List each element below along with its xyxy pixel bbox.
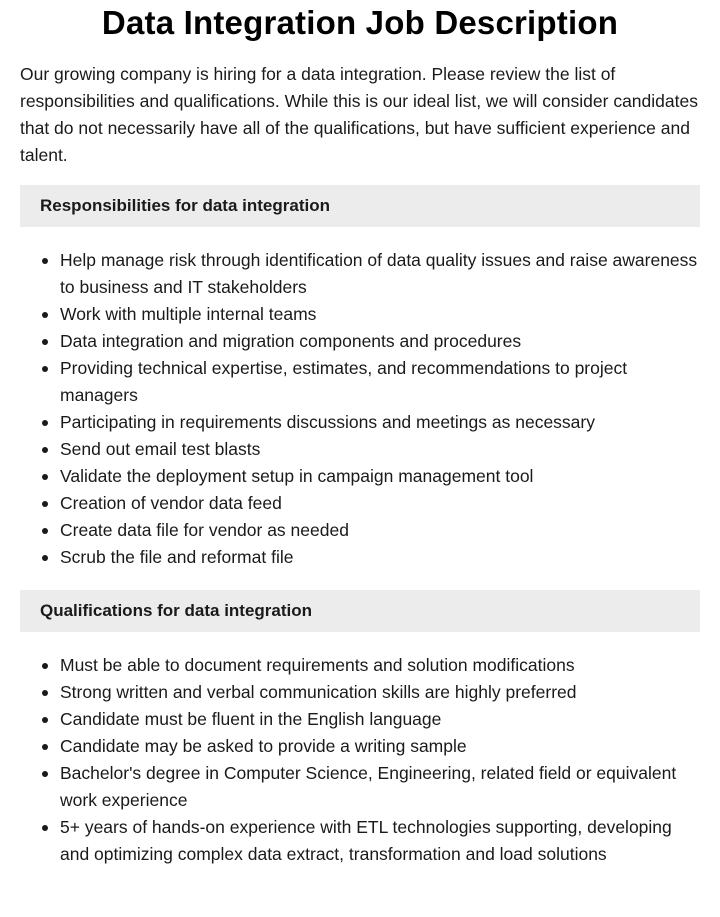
list-item: Send out email test blasts (60, 436, 700, 463)
list-item: Candidate may be asked to provide a writing sample (60, 733, 700, 760)
list-item: Validate the deployment setup in campaign management tool (60, 463, 700, 490)
list-item: Participating in requirements discussions and meetings as necessary (60, 409, 700, 436)
list-item: Data integration and migration components and procedures (60, 328, 700, 355)
responsibilities-list (20, 247, 700, 571)
qualifications-heading-label: Qualifications for data integration (40, 601, 313, 620)
qualifications-list (20, 652, 700, 868)
list-item: Must be able to document requirements and solution modifications (60, 652, 700, 679)
list-item: 5+ years of hands-on experience with ETL technologies supporting, developing and optimizing complex data extract, transformation and load solutions (60, 814, 700, 868)
list-item: Bachelor's degree in Computer Science, Engineering, related field or equivalent work experience (60, 760, 700, 814)
responsibilities-heading-label: Responsibilities for data integration (40, 196, 330, 215)
list-item: Candidate must be fluent in the English language (60, 706, 700, 733)
list-item: Work with multiple internal teams (60, 301, 700, 328)
responsibilities-heading (20, 185, 700, 227)
list-item: Help manage risk through identification of data quality issues and raise awareness to business and IT stakeholders (60, 247, 700, 301)
page-title: Data Integration Job Description (101, 4, 619, 41)
list-item: Create data file for vendor as needed (60, 517, 700, 544)
list-item: Creation of vendor data feed (60, 490, 700, 517)
intro-paragraph: Our growing company is hiring for a data integration. Please review the list of responsibilities and qualifications. While this is our ideal list, we will consider candidates that do not necessarily have all of the qualifications, but have sufficient experience and talent. (20, 64, 698, 165)
list-item: Providing technical expertise, estimates, and recommendations to project managers (60, 355, 700, 409)
list-item: Strong written and verbal communication skills are highly preferred (60, 679, 700, 706)
qualifications-heading (20, 590, 700, 632)
list-item: Scrub the file and reformat file (60, 544, 700, 571)
